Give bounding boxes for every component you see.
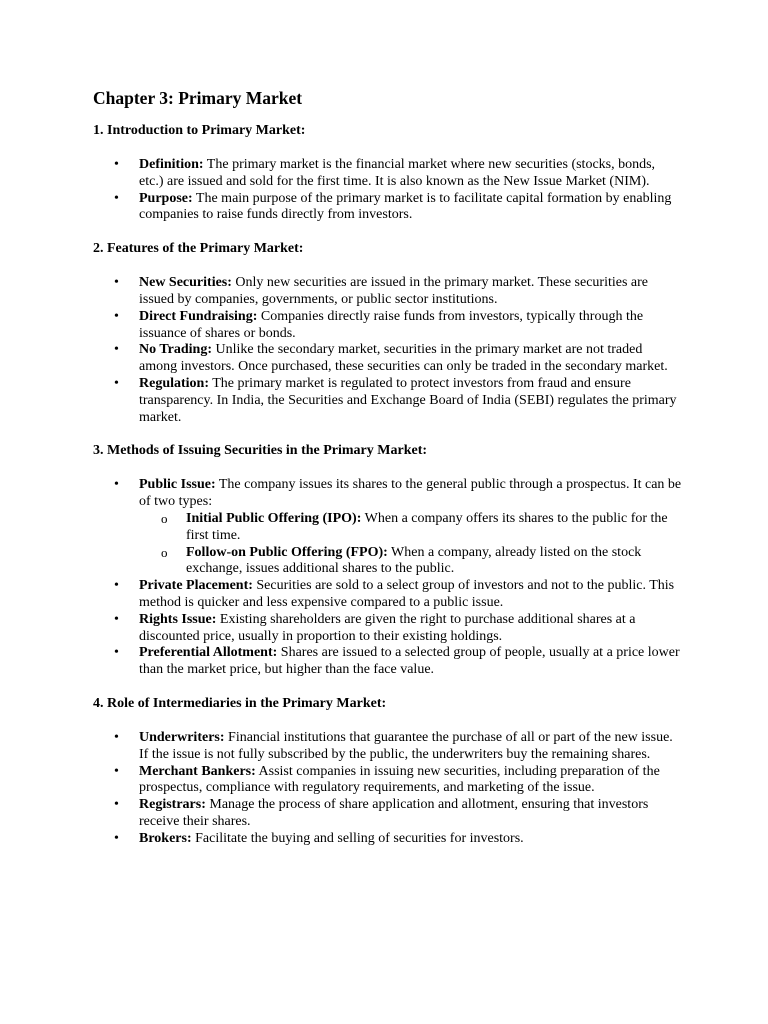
bullet-list-introduction xyxy=(93,157,683,224)
bullet-list-features xyxy=(93,275,683,426)
item-term: Direct Fundraising: xyxy=(139,308,258,324)
list-item xyxy=(93,831,683,848)
item-term: Purpose: xyxy=(139,190,193,206)
item-term: Underwriters: xyxy=(139,729,225,745)
list-item xyxy=(93,612,683,646)
bullet-icon: • xyxy=(114,342,119,358)
item-term: Merchant Bankers: xyxy=(139,763,256,779)
item-text: The primary market is the financial market where new securities (stocks, bonds, etc.) are issued and sold for the first time. It is also known as the New Issue Market (NIM). xyxy=(139,157,656,189)
bullet-icon: • xyxy=(114,578,119,594)
sub-bullet-icon: o xyxy=(161,544,168,560)
item-text: The main purpose of the primary market is to facilitate capital formation by enabling companies to raise funds directly from investors. xyxy=(139,190,672,223)
item-text: Companies directly raise funds from investors, typically through the issuance of shares or bonds. xyxy=(139,308,644,341)
list-item xyxy=(93,764,683,798)
section-heading-introduction: 1. Introduction to Primary Market: xyxy=(93,123,306,138)
item-text: Unlike the secondary market, securities in the primary market are not traded among investors. Once purchased, these securities can only be traded in the secondary market. xyxy=(139,342,668,375)
item-term: No Trading: xyxy=(139,342,212,358)
sub-list-item xyxy=(139,511,683,545)
page-title: Chapter 3: Primary Market xyxy=(93,88,303,108)
section-heading-methods: 3. Methods of Issuing Securities in the Primary Market: xyxy=(93,443,428,459)
item-term: Private Placement: xyxy=(139,578,253,594)
sub-bullet-list-public-issue xyxy=(139,511,683,578)
item-text: Securities are sold to a select group of investors and not to the public. This method is quicker and less expensive compared to a public issue. xyxy=(139,578,675,610)
bullet-icon: • xyxy=(114,308,119,324)
section-heading-intermediaries: 4. Role of Intermediaries in the Primary Market: xyxy=(93,695,387,711)
item-term: Rights Issue: xyxy=(139,611,217,627)
item-term: Follow-on Public Offering (FPO): xyxy=(186,544,388,560)
item-text: Only new securities are issued in the primary market. These securities are issued by companies, governments, or public sector institutions. xyxy=(139,275,649,307)
list-item xyxy=(93,191,683,225)
item-text: Facilitate the buying and selling of securities for investors. xyxy=(191,830,524,846)
section-heading-features: 2. Features of the Primary Market: xyxy=(93,241,304,257)
sub-bullet-icon: o xyxy=(161,510,168,526)
bullet-icon: • xyxy=(114,729,119,745)
list-item xyxy=(93,645,683,679)
item-text: When a company, already listed on the stock exchange, issues additional shares to the public. xyxy=(186,544,642,577)
item-text: Shares are issued to a selected group of people, usually at a price lower than the market price, but higher than the face value. xyxy=(139,645,680,678)
item-term: New Securities: xyxy=(139,275,232,291)
bullet-icon: • xyxy=(114,275,119,291)
item-text: When a company offers its shares to the public for the first time. xyxy=(186,510,668,543)
item-term: Regulation: xyxy=(139,375,209,391)
bullet-icon: • xyxy=(114,477,119,493)
bullet-list-methods xyxy=(93,477,683,679)
item-term: Definition: xyxy=(139,157,204,172)
item-term: Public Issue: xyxy=(139,477,216,493)
bullet-icon: • xyxy=(114,645,119,661)
item-term: Brokers: xyxy=(139,830,192,846)
list-item xyxy=(93,309,683,343)
bullet-icon: • xyxy=(114,830,119,846)
bullet-icon: • xyxy=(114,157,119,172)
bullet-list-intermediaries xyxy=(93,730,683,848)
item-text: Assist companies in issuing new securities, including preparation of the prospectus, compliance with regulatory requirements, and marketing of the issue. xyxy=(139,763,660,796)
item-text: The primary market is regulated to protect investors from fraud and ensure transparency. In India, the Securities and Exchange Board of India (SEBI) regulates the primary market. xyxy=(139,375,677,425)
list-item xyxy=(93,275,683,309)
item-text: Existing shareholders are given the right to purchase additional shares at a discounted price, usually in proportion to their existing holdings. xyxy=(139,611,636,644)
sub-list-item xyxy=(139,545,683,579)
item-term: Initial Public Offering (IPO): xyxy=(186,510,362,526)
bullet-icon: • xyxy=(114,763,119,779)
list-item xyxy=(93,376,683,426)
document-body xyxy=(93,88,683,865)
list-item xyxy=(93,730,683,764)
bullet-icon: • xyxy=(114,611,119,627)
list-item xyxy=(93,157,683,191)
bullet-icon: • xyxy=(114,190,119,206)
list-item xyxy=(93,797,683,831)
item-term: Registrars: xyxy=(139,797,206,813)
list-item xyxy=(93,342,683,376)
item-text: Financial institutions that guarantee the purchase of all or part of the new issue. If the issue is not fully subscribed by the public, the underwriters buy the remaining shares. xyxy=(139,729,673,762)
list-item xyxy=(93,477,683,578)
bullet-icon: • xyxy=(114,797,119,813)
item-text: Manage the process of share application and allotment, ensuring that investors receive their shares. xyxy=(139,797,649,829)
list-item xyxy=(93,578,683,612)
item-text: The company issues its shares to the general public through a prospectus. It can be of two types: xyxy=(139,477,682,510)
item-term: Preferential Allotment: xyxy=(139,645,278,661)
bullet-icon: • xyxy=(114,375,119,391)
